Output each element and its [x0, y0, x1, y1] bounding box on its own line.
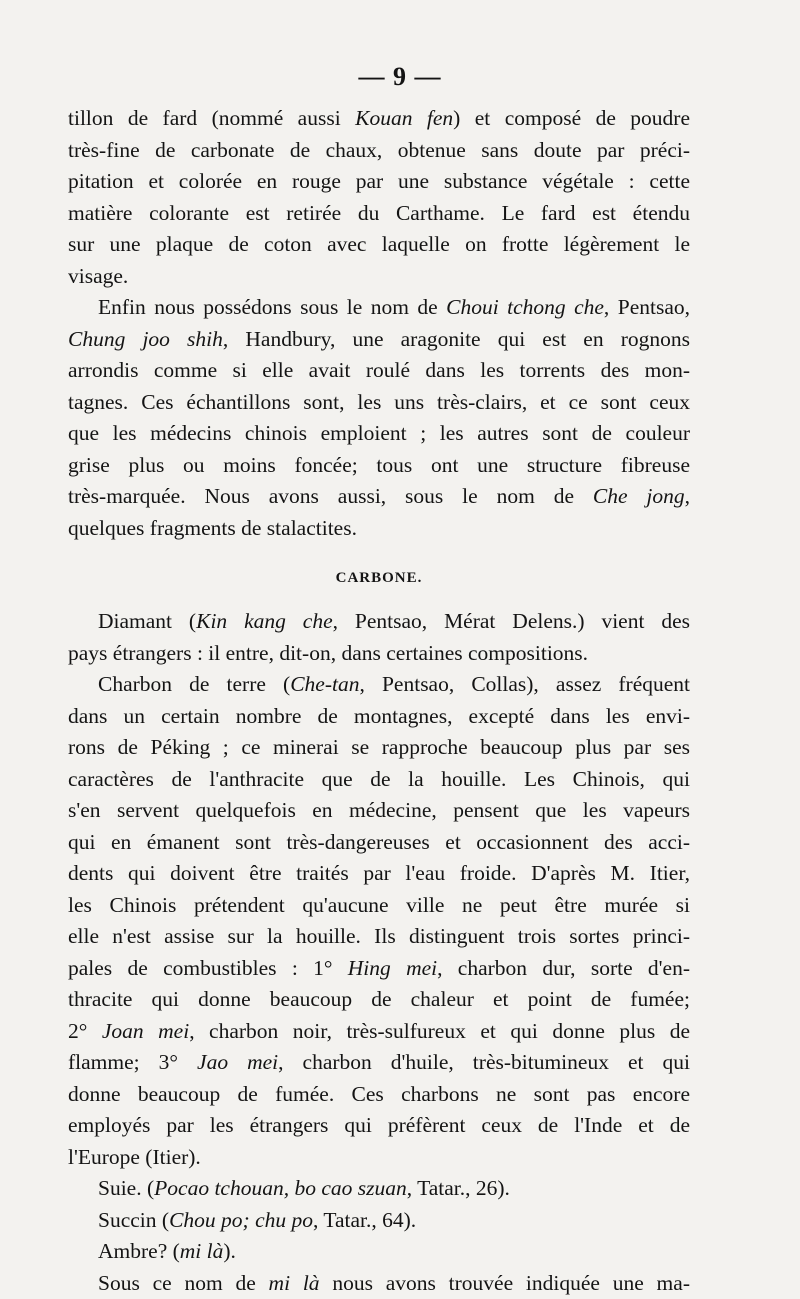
- text-run: elle n'est assise sur la houille. Ils distinguent trois sortes princi-: [68, 924, 690, 948]
- text-line: [68, 418, 690, 450]
- text-run: très-fine de carbonate de chaux, obtenue sans doute par préci-: [68, 138, 690, 162]
- text-run: , Tatar., 64).: [313, 1208, 416, 1232]
- text-run: Charbon de terre (: [98, 672, 290, 696]
- text-line: [68, 1268, 690, 1299]
- text-line: [68, 984, 690, 1016]
- italic-term: Pocao tchouan, bo cao szuan: [154, 1176, 407, 1200]
- text-line: [68, 1236, 690, 1268]
- text-line: [68, 1205, 690, 1237]
- text-run: quelques fragments de stalactites.: [68, 516, 357, 540]
- italic-term: Joan mei: [102, 1019, 189, 1043]
- text-run: qui en émanent sont très-dangereuses et occasionnent des acci-: [68, 830, 690, 854]
- text-run: Sous ce nom de: [98, 1271, 269, 1295]
- text-run: que les médecins chinois emploient ; les autres sont de couleur: [68, 421, 690, 445]
- text-run: ,: [685, 484, 690, 508]
- text-line: [68, 921, 690, 953]
- text-line: [68, 166, 690, 198]
- text-line: [68, 764, 690, 796]
- text-line: [68, 732, 690, 764]
- text-run: 2°: [68, 1019, 102, 1043]
- text-line: [68, 827, 690, 859]
- text-run: les Chinois prétendent qu'aucune ville ne peut être murée si: [68, 893, 690, 917]
- text-line: [68, 606, 690, 638]
- italic-term: Chung joo shih: [68, 327, 223, 351]
- text-run: dents qui doivent être traités par l'eau froide. D'après M. Itier,: [68, 861, 690, 885]
- text-run: pays étrangers : il entre, dit-on, dans certaines compositions.: [68, 641, 588, 665]
- text-line: [68, 1047, 690, 1079]
- text-run: , Pentsao,: [604, 295, 690, 319]
- text-run: , Handbury, une aragonite qui est en rognons: [223, 327, 690, 351]
- text-run: matière colorante est retirée du Carthame. Le fard est étendu: [68, 201, 690, 225]
- italic-term: Kouan fen: [355, 106, 453, 130]
- text-run: rons de Péking ; ce minerai se rapproche beaucoup plus par ses: [68, 735, 690, 759]
- text-line: [68, 324, 690, 356]
- text-run: tillon de fard (nommé aussi: [68, 106, 355, 130]
- text-line: [68, 513, 690, 545]
- text-line: [68, 1079, 690, 1111]
- text-run: tagnes. Ces échantillons sont, les uns très-clairs, et ce sont ceux: [68, 390, 690, 414]
- text-line: [68, 669, 690, 701]
- text-run: ) et composé de poudre: [453, 106, 690, 130]
- text-run: caractères de l'anthracite que de la houille. Les Chinois, qui: [68, 767, 690, 791]
- italic-term: Jao mei: [197, 1050, 278, 1074]
- text-line: [68, 795, 690, 827]
- text-run: grise plus ou moins foncée; tous ont une structure fibreuse: [68, 453, 690, 477]
- text-line: [68, 261, 690, 293]
- text-line: [68, 355, 690, 387]
- text-run: Suie. (: [98, 1176, 154, 1200]
- italic-term: Che-tan: [290, 672, 359, 696]
- italic-term: Chou po; chu po: [169, 1208, 313, 1232]
- italic-term: mi là: [269, 1271, 320, 1295]
- body-text: [68, 103, 690, 1299]
- text-line: [68, 1016, 690, 1048]
- text-run: pitation et colorée en rouge par une substance végétale : cette: [68, 169, 690, 193]
- text-run: dans un certain nombre de montagnes, excepté dans les envi-: [68, 704, 690, 728]
- text-run: ).: [223, 1239, 236, 1263]
- section-heading: CARBONE.: [68, 550, 690, 606]
- italic-term: Choui tchong che: [446, 295, 604, 319]
- text-run: , charbon noir, très-sulfureux et qui donne plus de: [189, 1019, 690, 1043]
- text-run: Succin (: [98, 1208, 169, 1232]
- text-line: [68, 450, 690, 482]
- italic-term: Hing mei: [348, 956, 437, 980]
- text-line: [68, 1110, 690, 1142]
- text-run: donne beaucoup de fumée. Ces charbons ne sont pas encore: [68, 1082, 690, 1106]
- text-run: employés par les étrangers qui préfèrent ceux de l'Inde et de: [68, 1113, 690, 1137]
- text-run: très-marquée. Nous avons aussi, sous le nom de: [68, 484, 593, 508]
- italic-term: Kin kang che: [196, 609, 333, 633]
- text-run: Diamant (: [98, 609, 196, 633]
- text-run: s'en servent quelquefois en médecine, pensent que les vapeurs: [68, 798, 690, 822]
- text-run: , Pentsao, Collas), assez fréquent: [359, 672, 690, 696]
- page-number: — 9 —: [0, 62, 800, 92]
- text-run: pales de combustibles : 1°: [68, 956, 348, 980]
- text-line: [68, 701, 690, 733]
- text-run: visage.: [68, 264, 128, 288]
- text-run: , charbon d'huile, très-bitumineux et qui: [278, 1050, 690, 1074]
- text-run: , Tatar., 26).: [407, 1176, 510, 1200]
- text-run: thracite qui donne beaucoup de chaleur et point de fumée;: [68, 987, 690, 1011]
- text-run: , charbon dur, sorte d'en-: [437, 956, 690, 980]
- text-line: [68, 198, 690, 230]
- text-run: arrondis comme si elle avait roulé dans les torrents des mon-: [68, 358, 690, 382]
- text-run: flamme; 3°: [68, 1050, 197, 1074]
- italic-term: Che jong: [593, 484, 685, 508]
- text-run: nous avons trouvée indiquée une ma-: [320, 1271, 690, 1295]
- text-run: sur une plaque de coton avec laquelle on frotte légèrement le: [68, 232, 690, 256]
- text-line: [68, 638, 690, 670]
- text-line: [68, 229, 690, 261]
- text-run: Ambre? (: [98, 1239, 180, 1263]
- text-line: [68, 953, 690, 985]
- text-line: [68, 135, 690, 167]
- text-line: [68, 890, 690, 922]
- text-line: [68, 858, 690, 890]
- text-run: , Pentsao, Mérat Delens.) vient des: [333, 609, 690, 633]
- text-line: [68, 387, 690, 419]
- text-line: [68, 1142, 690, 1174]
- text-line: [68, 481, 690, 513]
- text-run: l'Europe (Itier).: [68, 1145, 201, 1169]
- text-line: [68, 1173, 690, 1205]
- text-run: Enfin nous possédons sous le nom de: [98, 295, 446, 319]
- italic-term: mi là: [180, 1239, 224, 1263]
- text-line: [68, 292, 690, 324]
- text-line: [68, 103, 690, 135]
